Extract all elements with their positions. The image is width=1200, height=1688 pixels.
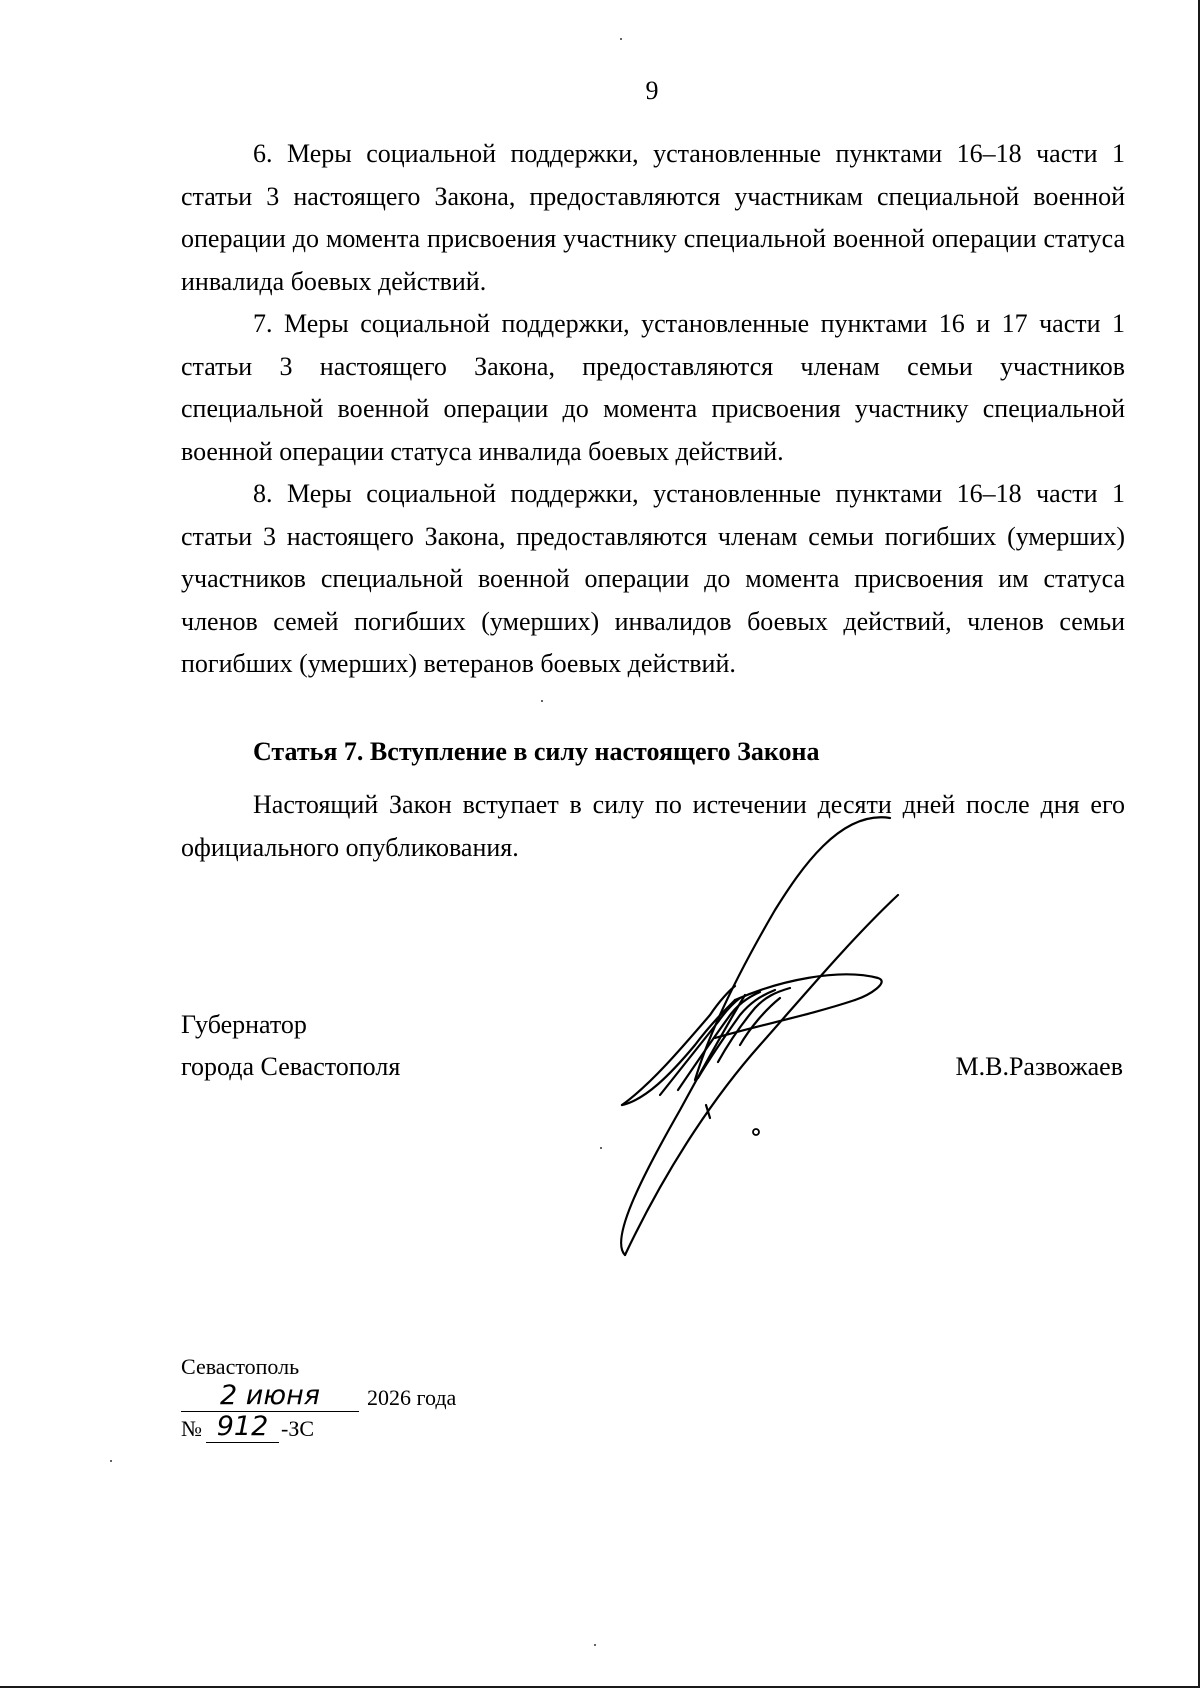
article-7-text: Настоящий Закон вступает в силу по истечении десяти дней после дня его официального опубликования.	[181, 790, 1125, 862]
article-heading: Статья 7. Вступление в силу настоящего Закона	[253, 737, 820, 766]
paragraph-6: 6. Меры социальной поддержки, установленные пунктами 16–18 части 1 статьи 3 настоящего Закона, предоставляются участникам специальной военной операции до момента присвоения участнику специальной военной операции статуса инвалида боевых действий.	[181, 139, 1125, 296]
footer-year: 2026 года	[367, 1385, 457, 1410]
signer-title-line2: города Севастополя	[181, 1052, 401, 1081]
signer-title-line1: Губернатор	[181, 1010, 307, 1039]
handwritten-date: 2 июня	[181, 1381, 359, 1412]
handwritten-number: 912	[206, 1412, 279, 1443]
scan-speck	[594, 1644, 596, 1646]
signer-name: М.В.Развожаев	[955, 1052, 1123, 1081]
signer-title	[181, 1004, 400, 1088]
body-text	[181, 133, 1125, 686]
paragraph-7: 7. Меры социальной поддержки, установленные пунктами 16 и 17 части 1 статьи 3 настоящего Закона, предоставляются членам семьи участников специальной военной операции до момента присвоения участнику специальной военной операции статуса инвалида боевых действий.	[181, 309, 1125, 466]
scan-speck	[620, 38, 622, 40]
footer-block	[181, 1352, 456, 1443]
page-number: 9	[645, 76, 659, 105]
number-sign: №	[181, 1416, 202, 1441]
number-suffix: -ЗС	[281, 1416, 315, 1441]
footer-date-line	[181, 1381, 456, 1412]
footer-number-line	[181, 1412, 456, 1443]
scan-speck	[600, 1147, 602, 1149]
scan-speck	[541, 700, 543, 702]
footer-city: Севастополь	[181, 1354, 300, 1379]
handwritten-signature	[600, 800, 920, 1270]
paragraph-8: 8. Меры социальной поддержки, установленные пунктами 16–18 части 1 статьи 3 настоящего Закона, предоставляются членам семьи погибших (умерших) участников специальной военной операции до момента присвоения им статуса членов семей погибших (умерших) инвалидов боевых действий, членов семьи погибших (умерших) ветеранов боевых действий.	[181, 479, 1125, 678]
scan-speck	[110, 1460, 112, 1462]
